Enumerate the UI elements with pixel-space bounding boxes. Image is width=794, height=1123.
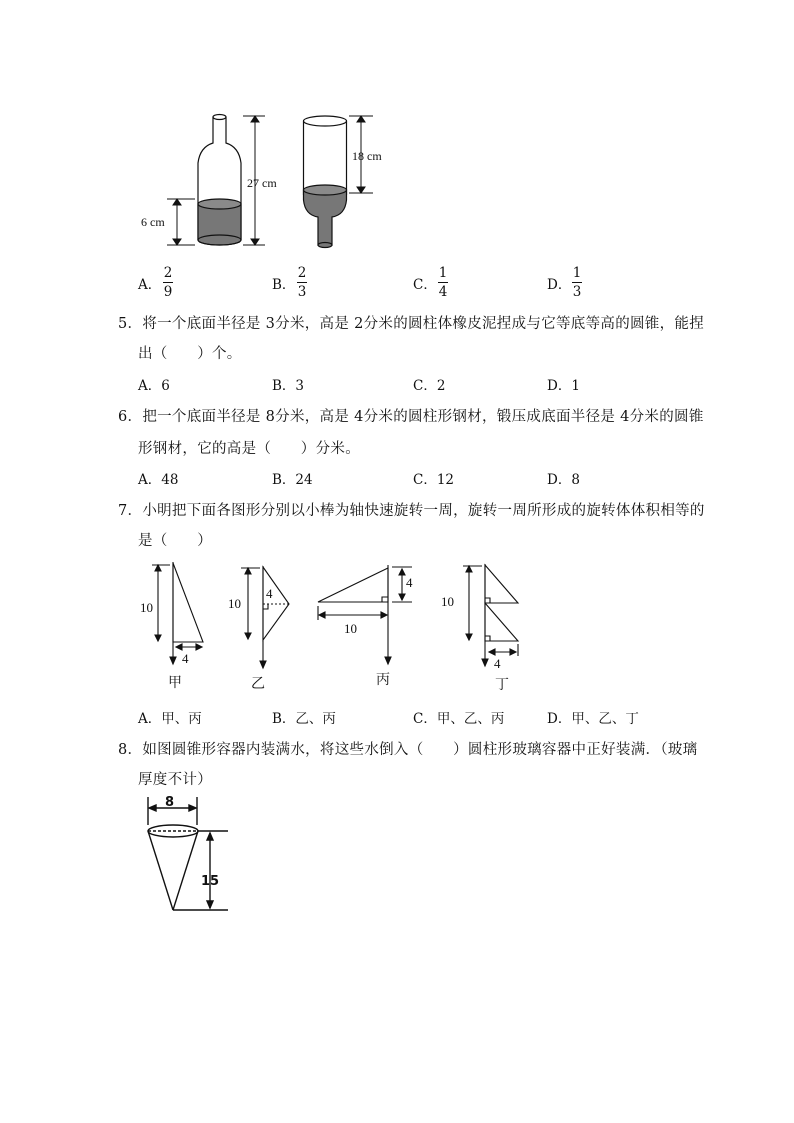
yi-base: 4 xyxy=(266,586,273,601)
bottle-figure xyxy=(135,105,405,255)
cone-figure xyxy=(140,795,240,920)
q7-option-d[interactable]: D．甲、乙、丁 xyxy=(547,711,639,727)
label-27cm: 27 cm xyxy=(247,176,277,190)
denominator: 4 xyxy=(438,284,448,300)
option-letter: D． xyxy=(547,277,572,293)
q5-stem-line1: 5．将一个底面半径是 3分米，高是 2分米的圆柱体橡皮泥捏成与它等底等高的圆锥，能捏 xyxy=(118,316,704,332)
figure-ding xyxy=(463,564,518,666)
ding-base: 4 xyxy=(494,656,501,671)
inverted-bottle xyxy=(304,116,347,248)
q6-stem-line1: 6．把一个底面半径是 8分米，高是 4分米的圆柱形钢材，锻压成底面半径是 4分米的圆锥 xyxy=(118,409,704,425)
q5-stem-line2: 出（ ）个。 xyxy=(138,346,242,362)
q5-option-d[interactable]: D．1 xyxy=(547,378,580,394)
figure-yi xyxy=(241,566,289,668)
q7-option-b[interactable]: B．乙、丙 xyxy=(272,711,336,727)
option-letter: A． xyxy=(138,277,162,293)
jia-base: 4 xyxy=(182,651,189,666)
numerator: 2 xyxy=(163,265,173,281)
jia-name: 甲 xyxy=(168,675,182,691)
jia-height: 10 xyxy=(140,600,153,615)
cone-diameter: 8 xyxy=(165,795,175,810)
cone-height: 15 xyxy=(201,874,220,889)
q7-option-c[interactable]: C．甲、乙、丙 xyxy=(413,711,505,727)
bing-base: 10 xyxy=(344,621,357,636)
fraction xyxy=(163,265,173,300)
fraction xyxy=(297,265,307,300)
q6-option-a[interactable]: A．48 xyxy=(138,472,179,488)
bing-name: 丙 xyxy=(376,672,390,688)
fraction xyxy=(438,265,448,300)
q6-stem-line2: 形钢材，它的高是（ ）分米。 xyxy=(138,441,360,457)
option-letter: C． xyxy=(413,277,437,293)
label-18cm: 18 cm xyxy=(352,149,382,163)
q7-stem-line2: 是（ ） xyxy=(138,533,212,549)
yi-name: 乙 xyxy=(251,676,265,692)
q6-option-d[interactable]: D．8 xyxy=(547,472,580,488)
q6-option-b[interactable]: B．24 xyxy=(272,472,313,488)
figure-bing xyxy=(318,565,412,664)
q7-option-a[interactable]: A．甲、丙 xyxy=(138,711,202,727)
q6-option-c[interactable]: C．12 xyxy=(413,472,455,488)
q5-option-a[interactable]: A．6 xyxy=(138,378,170,394)
ding-name: 丁 xyxy=(495,677,509,693)
fraction xyxy=(572,265,582,300)
figure-jia xyxy=(152,562,203,664)
rotation-figures xyxy=(130,560,530,695)
bing-height: 4 xyxy=(406,575,413,590)
numerator: 1 xyxy=(438,265,448,281)
q5-option-b[interactable]: B．3 xyxy=(272,378,305,394)
denominator: 9 xyxy=(163,284,173,300)
q5-option-c[interactable]: C．2 xyxy=(413,378,446,394)
label-6cm: 6 cm xyxy=(141,215,165,229)
denominator: 3 xyxy=(572,284,582,300)
upright-bottle xyxy=(198,115,241,246)
q7-stem-line1: 7．小明把下面各图形分别以小棒为轴快速旋转一周，旋转一周所形成的旋转体体积相等的 xyxy=(118,503,705,519)
denominator: 3 xyxy=(297,284,307,300)
numerator: 2 xyxy=(297,265,307,281)
q8-stem-line1: 8．如图圆锥形容器内装满水，将这些水倒入（ ）圆柱形玻璃容器中正好装满．（玻璃 xyxy=(118,742,698,758)
yi-height: 10 xyxy=(228,596,241,611)
ding-height: 10 xyxy=(441,594,454,609)
q8-stem-line2: 厚度不计） xyxy=(138,772,212,788)
numerator: 1 xyxy=(572,265,582,281)
option-letter: B． xyxy=(272,277,296,293)
